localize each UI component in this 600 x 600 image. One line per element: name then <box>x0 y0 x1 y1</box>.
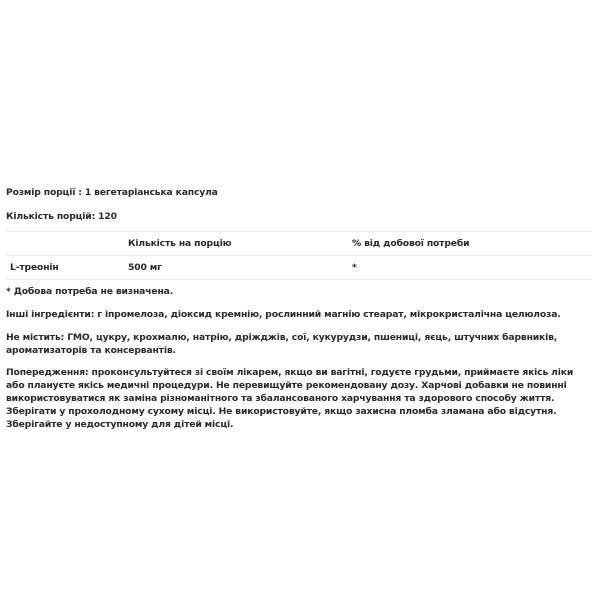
table-row <box>6 256 592 280</box>
ingredient-name: L-треонін <box>6 256 128 280</box>
header-daily-value: % від добової потреби <box>352 232 592 256</box>
free-from-statement: Не містить: ГМО, цукру, крохмалю, натрію, дріжджів, сої, кукурудзи, пшениці, яєць, штучних барвників, ароматизаторів та консервантів. <box>6 332 558 356</box>
serving-size: Розмір порції : 1 вегетаріанська капсула <box>6 187 218 198</box>
ingredient-daily-value: * <box>352 256 592 280</box>
ingredient-amount: 500 мг <box>128 256 352 280</box>
warnings-paragraph: Попередження: проконсультуйтеся зі своїм лікарем, якщо ви вагітні, годуєте грудьми, приймаєте якісь ліки або плануєте якісь медичні процедури. Не перевищуйте рекомендовану дозу. Харчові добавки не повинні використовуватися як заміна різноманітного та збалансованого харчування та здорового способу життя. Зберігати у прохолодному сухому місці. Не використовуйте, якщо захисна пломба зламана або відсутня. Зберігайте у недоступному для дітей місці. <box>6 367 574 430</box>
other-ingredients: Інші інгредієнти: г іпромелоза, діоксид кремнію, рослинний магнію стеарат, мікрокристалічна целюлоза. <box>6 309 561 320</box>
table-header-row <box>6 232 592 256</box>
header-amount-per-serving: Кількість на порцію <box>128 232 352 256</box>
nutrition-table <box>6 231 592 280</box>
header-ingredient <box>6 232 128 256</box>
daily-value-footnote: * Добова потреба не визначена. <box>6 286 174 297</box>
servings-per-container: Кількість порцій: 120 <box>6 211 117 222</box>
